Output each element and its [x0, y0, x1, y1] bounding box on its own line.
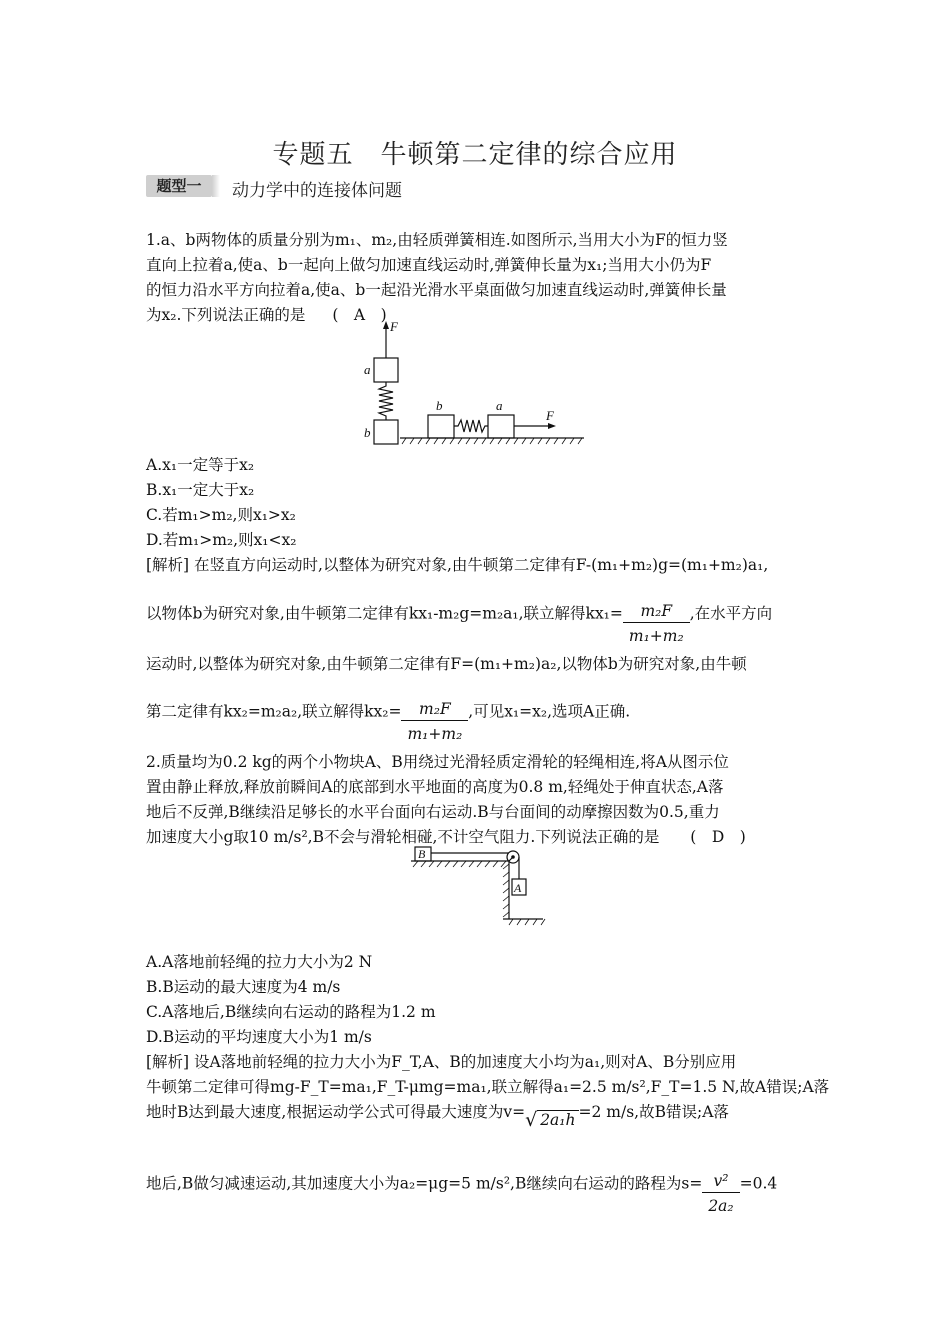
q1-answer: ( A )	[332, 306, 387, 324]
q1-line-2: 直向上拉着a,使a、b一起向上做匀加速直线运动时,弹簧伸长量为x₁;当用大小仍为F	[146, 256, 712, 274]
q2-label-b: B	[418, 847, 426, 861]
q2-fraction-num: v²	[702, 1170, 739, 1193]
q1-fraction-1	[623, 600, 690, 649]
q2-solution-line-4-post: =0.4	[739, 1174, 778, 1193]
q1-option-d: D.若m₁>m₂,则x₁<x₂	[146, 531, 297, 549]
q1-option-a: A.x₁一定等于x₂	[146, 456, 255, 474]
section-badge-tail	[212, 175, 220, 197]
q2-option-d: D.B运动的平均速度大小为1 m/s	[146, 1028, 372, 1046]
q1-solution-line-2	[146, 590, 773, 645]
q1-block-b-vertical	[374, 420, 398, 444]
q1-label-b-bottom: b	[364, 425, 371, 440]
q2-line-1: 2.质量均为0.2 kg的两个小物块A、B用绕过光滑轻质定滑轮的轻绳相连,将A从图示位	[146, 753, 729, 771]
q1-fraction-2	[401, 698, 468, 747]
q1-fraction-2-num: m₂F	[401, 698, 468, 721]
q2-option-b: B.B运动的最大速度为4 m/s	[146, 978, 341, 996]
q2-solution-line-2: 牛顿第二定律可得mg-F_T=ma₁,F_T-μmg=ma₁,联立解得a₁=2.5 m/s²,F_T=1.5 N,故A错误;A落	[146, 1078, 830, 1096]
q2-sqrt-radicand: 2a₁h	[537, 1110, 578, 1129]
q2-fraction-den: 2a₂	[708, 1197, 734, 1215]
q1-block-a-horizontal	[488, 415, 514, 438]
q2-pulley-mount	[509, 857, 513, 861]
q1-spring-vertical	[379, 382, 393, 420]
q2-solution-line-3-pre: 地时B达到最大速度,根据运动学公式可得最大速度为v=	[146, 1103, 526, 1121]
q1-label-b-right: b	[436, 398, 443, 413]
section-title: 动力学中的连接体问题	[232, 181, 402, 201]
q2-figure	[405, 843, 550, 928]
q1-solution-line-2-post: ,在水平方向	[689, 604, 773, 623]
q2-solution-line-4-pre: 地后,B做匀减速运动,其加速度大小为a₂=μg=5 m/s²,B继续向右运动的路程为s=	[146, 1174, 703, 1193]
q2-solution-line-1: [解析] 设A落地前轻绳的拉力大小为F_T,A、B的加速度大小均为a₁,则对A、B分别应用	[146, 1053, 737, 1071]
q1-spring-horizontal	[454, 420, 488, 432]
q1-fraction-1-den: m₁+m₂	[628, 627, 684, 645]
q2-side-hatch	[503, 864, 509, 917]
q1-option-b: B.x₁一定大于x₂	[146, 481, 255, 499]
q1-solution-line-2-pre: 以物体b为研究对象,由牛顿第二定律有kx₁-m₂g=m₂a₁,联立解得kx₁=	[146, 604, 623, 623]
q2-label-a: A	[514, 881, 522, 895]
q1-label-a-top: a	[364, 362, 371, 377]
q2-answer: ( D )	[690, 828, 746, 846]
q2-line-4-text: 加速度大小g取10 m/s²,B不会与滑轮相碰,不计空气阻力.下列说法正确的是	[146, 828, 660, 846]
q1-ground-hatch	[402, 438, 582, 444]
q2-option-a: A.A落地前轻绳的拉力大小为2 N	[146, 953, 373, 971]
q2-fraction	[702, 1170, 739, 1219]
q2-line-3: 地后不反弹,B继续沿足够长的水平台面向右运动.B与台面间的动摩擦因数为0.5,重力	[146, 803, 720, 821]
q1-solution-line-1: [解析] 在竖直方向运动时,以整体为研究对象,由牛顿第二定律有F-(m₁+m₂)g=(m₁+m₂)a₁,	[146, 556, 769, 574]
q1-figure	[360, 318, 590, 448]
q2-ground-hatch	[509, 919, 545, 925]
q1-line-1: 1.a、b两物体的质量分别为m₁、m₂,由轻质弹簧相连.如图所示,当用大小为F的恒力竖	[146, 231, 728, 249]
q2-solution-line-4	[146, 1160, 778, 1215]
q1-f-right-arrowhead	[548, 423, 556, 429]
q1-solution-line-4-pre: 第二定律有kx₂=m₂a₂,联立解得kx₂=	[146, 702, 402, 721]
q2-table-hatch	[413, 861, 506, 867]
q1-line-4-text: 为x₂.下列说法正确的是	[146, 306, 306, 324]
q1-f-up-arrowhead	[383, 321, 389, 329]
q1-solution-line-3: 运动时,以整体为研究对象,由牛顿第二定律有F=(m₁+m₂)a₂,以物体b为研究对象,由牛顿	[146, 655, 747, 673]
q1-solution-line-4-post: ,可见x₁=x₂,选项A正确.	[468, 702, 631, 721]
q1-fraction-1-num: m₂F	[623, 600, 690, 623]
page-title: 专题五 牛顿第二定律的综合应用	[272, 140, 678, 170]
q2-line-2: 置由静止释放,释放前瞬间A的底部到水平地面的高度为0.8 m,轻绳处于伸直状态,A落	[146, 778, 724, 796]
q1-label-f-up: F	[390, 319, 398, 334]
q2-sqrt-symbol: √	[525, 1109, 538, 1131]
q1-block-b-horizontal	[428, 415, 454, 438]
q1-fraction-2-den: m₁+m₂	[407, 725, 463, 743]
q1-label-a-right: a	[496, 398, 503, 413]
q1-line-4	[146, 303, 387, 325]
section-badge: 题型一	[146, 175, 212, 197]
q1-block-a-vertical	[374, 358, 398, 382]
q1-label-f-right: F	[546, 408, 554, 423]
q1-solution-line-4	[146, 688, 631, 743]
q2-solution-line-3	[146, 1100, 729, 1131]
q2-solution-line-3-post: =2 m/s,故B错误;A落	[578, 1103, 729, 1121]
q1-option-c: C.若m₁>m₂,则x₁>x₂	[146, 506, 296, 524]
q2-option-c: C.A落地后,B继续向右运动的路程为1.2 m	[146, 1003, 436, 1021]
q1-line-3: 的恒力沿水平方向拉着a,使a、b一起沿光滑水平桌面做匀加速直线运动时,弹簧伸长量	[146, 281, 727, 299]
q2-sqrt	[525, 1108, 578, 1130]
